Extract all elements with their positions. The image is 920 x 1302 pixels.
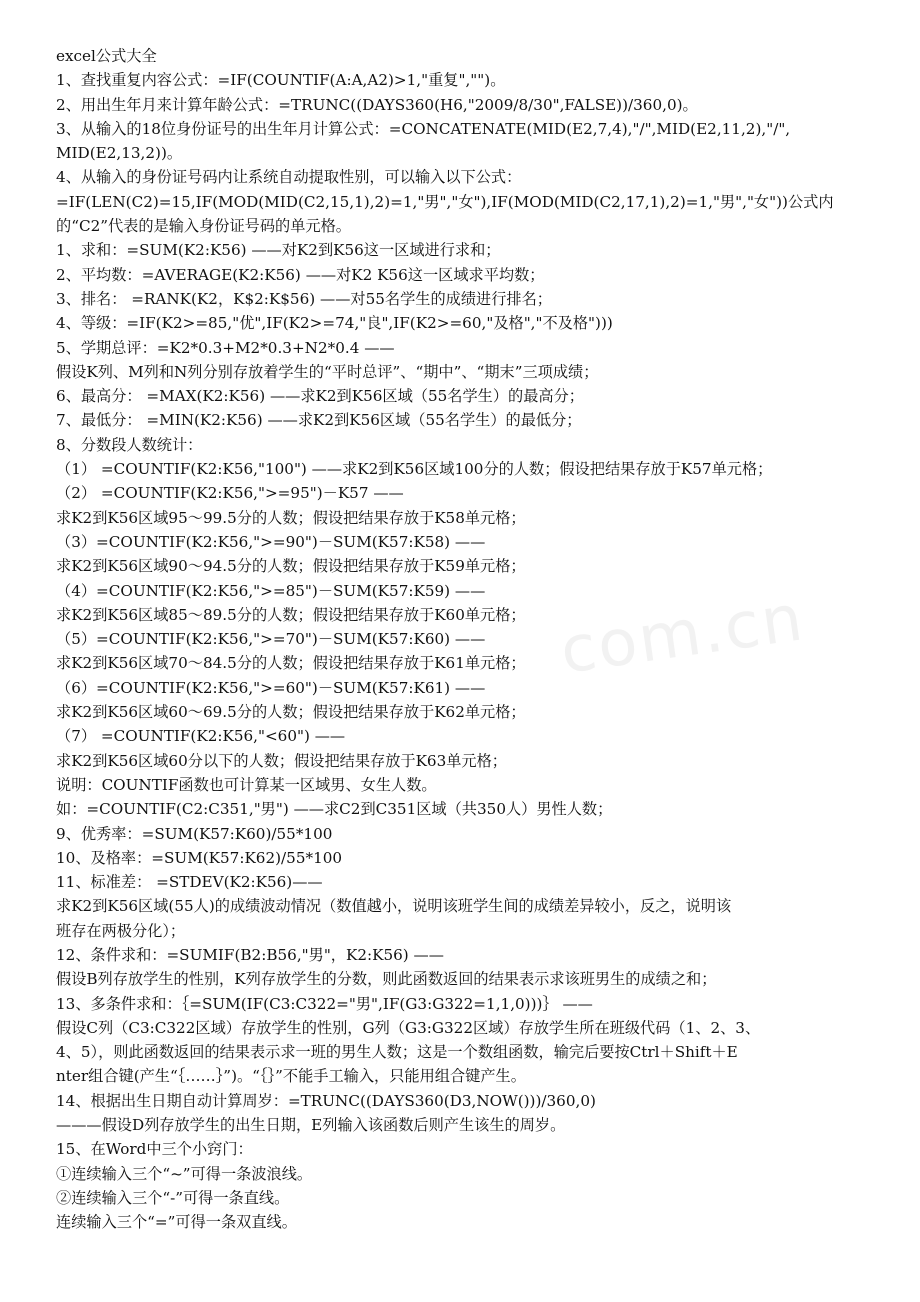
- doc-line: nter组合键(产生“｛……｝”)。“｛｝”不能手工输入，只能用组合键产生。: [56, 1067, 526, 1086]
- doc-line: 8、分数段人数统计：: [56, 435, 203, 454]
- doc-line: 如：=COUNTIF(C2:C351,"男") ——求C2到C351区域（共350人）男性人数；: [56, 800, 613, 819]
- doc-line: 班存在两极分化）；: [56, 921, 186, 940]
- doc-line: 12、条件求和：=SUMIF(B2:B56,"男"，K2:K56) ——: [56, 945, 444, 964]
- doc-line: MID(E2,13,2))。: [56, 144, 183, 163]
- doc-line: 5、学期总评：=K2*0.3+M2*0.3+N2*0.4 ——: [56, 338, 395, 357]
- doc-line: 3、排名： =RANK(K2，K$2:K$56) ——对55名学生的成绩进行排名；: [56, 289, 552, 308]
- doc-line: （6）=COUNTIF(K2:K56,">=60")－SUM(K57:K61) ——: [56, 678, 486, 697]
- doc-line: 说明：COUNTIF函数也可计算某一区域男、女生人数。: [56, 775, 437, 794]
- doc-line: （7） =COUNTIF(K2:K56,"<60") ——: [56, 727, 346, 746]
- doc-line: 6、最高分： =MAX(K2:K56) ——求K2到K56区域（55名学生）的最高分；: [56, 387, 584, 406]
- doc-line: 3、从输入的18位身份证号的出生年月计算公式：=CONCATENATE(MID(E2,7,4),"/",MID(E2,11,2),"/",: [56, 119, 791, 138]
- doc-line: 假设K列、M列和N列分别存放着学生的“平时总评”、“期中”、“期末”三项成绩；: [56, 362, 599, 381]
- doc-line: 求K2到K56区域95～99.5分的人数；假设把结果存放于K58单元格；: [56, 508, 526, 527]
- doc-line: 连续输入三个“=”可得一条双直线。: [56, 1213, 297, 1232]
- doc-line: 15、在Word中三个小窍门：: [56, 1140, 253, 1159]
- doc-line: 13、多条件求和：｛=SUM(IF(C3:C322="男",IF(G3:G322=1,1,0)))｝ ——: [56, 994, 593, 1013]
- doc-line: 求K2到K56区域(55人)的成绩波动情况（数值越小，说明该班学生间的成绩差异较小，反之，说明该: [56, 897, 732, 916]
- doc-line: 假设C列（C3:C322区域）存放学生的性别，G列（G3:G322区域）存放学生所在班级代码（1、2、3、: [56, 1018, 761, 1037]
- doc-line: 11、标准差： =STDEV(K2:K56)——: [56, 873, 323, 892]
- doc-line: 4、等级：=IF(K2>=85,"优",IF(K2>=74,"良",IF(K2>=60,"及格","不及格"))): [56, 314, 613, 333]
- doc-line: （1） =COUNTIF(K2:K56,"100") ——求K2到K56区域100分的人数；假设把结果存放于K57单元格；: [56, 460, 773, 479]
- doc-line: 求K2到K56区域85～89.5分的人数；假设把结果存放于K60单元格；: [56, 605, 526, 624]
- document-body: [56, 44, 868, 1259]
- doc-line: 2、平均数：=AVERAGE(K2:K56) ——对K2 K56这一区域求平均数；: [56, 265, 545, 284]
- doc-line: （5）=COUNTIF(K2:K56,">=70")－SUM(K57:K60) ——: [56, 630, 486, 649]
- doc-line: 9、优秀率：=SUM(K57:K60)/55*100: [56, 824, 333, 843]
- doc-line: 求K2到K56区域90～94.5分的人数；假设把结果存放于K59单元格；: [56, 557, 526, 576]
- watermark: com.cn: [556, 581, 809, 689]
- doc-line: 的“C2”代表的是输入身份证号码的单元格。: [56, 217, 351, 236]
- doc-line: =IF(LEN(C2)=15,IF(MOD(MID(C2,15,1),2)=1,"男","女"),IF(MOD(MID(C2,17,1),2)=1,"男","女"))公式内: [56, 192, 834, 211]
- doc-line: （3）=COUNTIF(K2:K56,">=90")－SUM(K57:K58) ——: [56, 532, 486, 551]
- doc-line: 求K2到K56区域60分以下的人数；假设把结果存放于K63单元格；: [56, 751, 507, 770]
- doc-line: 14、根据出生日期自动计算周岁：=TRUNC((DAYS360(D3,NOW()))/360,0): [56, 1091, 596, 1110]
- doc-line: 求K2到K56区域70～84.5分的人数；假设把结果存放于K61单元格；: [56, 654, 526, 673]
- doc-line: 1、查找重复内容公式：=IF(COUNTIF(A:A,A2)>1,"重复","")。: [56, 71, 506, 90]
- doc-line: ①连续输入三个“~”可得一条波浪线。: [56, 1164, 313, 1183]
- doc-line: ———假设D列存放学生的出生日期，E列输入该函数后则产生该生的周岁。: [56, 1116, 566, 1135]
- doc-line: 4、从输入的身份证号码内让系统自动提取性别，可以输入以下公式：: [56, 168, 522, 187]
- doc-line: [56, 1235, 868, 1259]
- doc-line: 2、用出生年月来计算年龄公式：=TRUNC((DAYS360(H6,"2009/8/30",FALSE))/360,0)。: [56, 95, 698, 114]
- doc-title: excel公式大全: [56, 47, 157, 65]
- doc-line: 1、求和：=SUM(K2:K56) ——对K2到K56这一区域进行求和；: [56, 241, 501, 260]
- doc-line: 10、及格率：=SUM(K57:K62)/55*100: [56, 848, 343, 867]
- doc-line: 7、最低分： =MIN(K2:K56) ——求K2到K56区域（55名学生）的最低分；: [56, 411, 582, 430]
- doc-line: （2） =COUNTIF(K2:K56,">=95")－K57 ——: [56, 484, 404, 503]
- doc-line: 假设B列存放学生的性别，K列存放学生的分数，则此函数返回的结果表示求该班男生的成绩之和；: [56, 970, 717, 989]
- doc-line: 4、5），则此函数返回的结果表示求一班的男生人数；这是一个数组函数，输完后要按Ctrl＋Shift＋E: [56, 1043, 738, 1062]
- doc-line: （4）=COUNTIF(K2:K56,">=85")－SUM(K57:K59) ——: [56, 581, 486, 600]
- doc-line: 求K2到K56区域60～69.5分的人数；假设把结果存放于K62单元格；: [56, 703, 526, 722]
- doc-line: ②连续输入三个“-”可得一条直线。: [56, 1188, 290, 1207]
